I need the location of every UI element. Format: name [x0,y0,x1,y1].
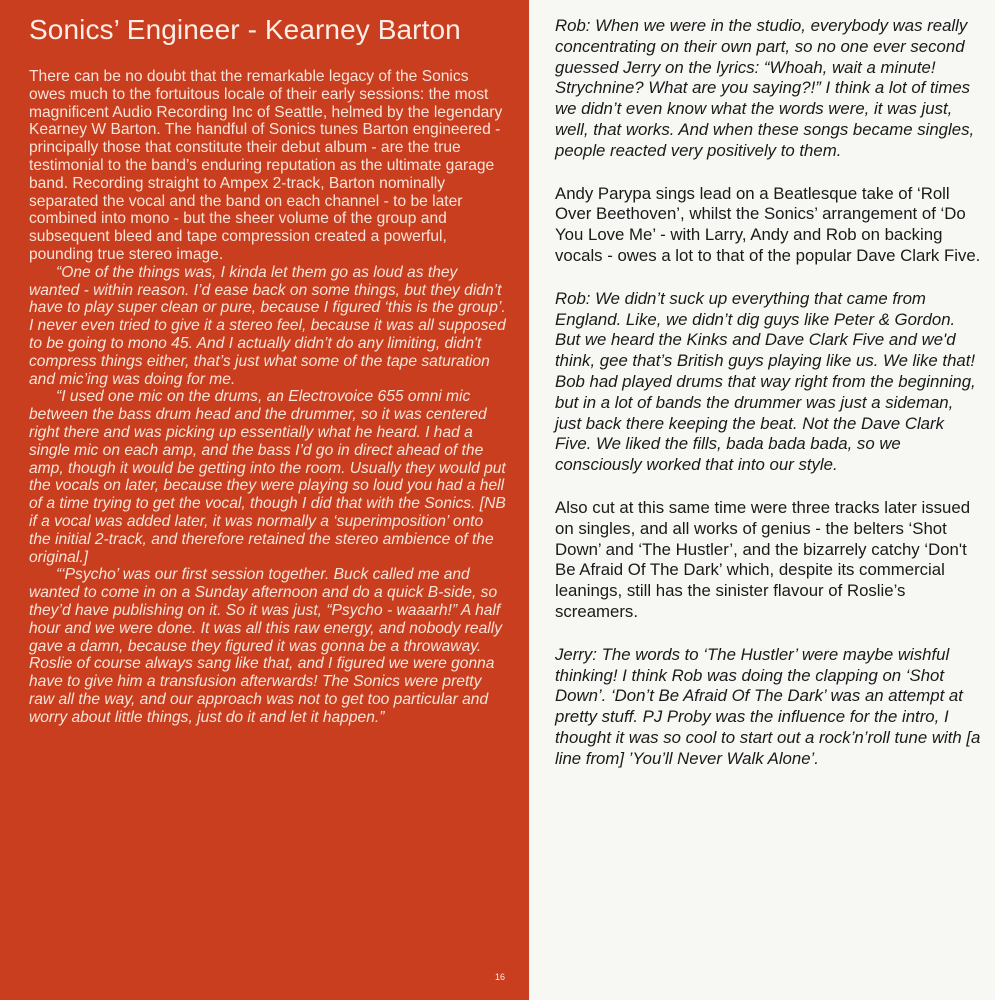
barton-quote-1: “One of the things was, I kinda let them go as loud as they wanted - within reason. I’d ease back on some things, but they didn’t have to play super clean or pure, because I figured ‘this is the group’. I never even tried to give it a stereo feel, because it was all supposed to be going to mono 45. And I actually didn’t do any limiting, didn't compress things either, that’s just what some of the tape saturation and mic’ing was doing for me. [29,263,506,388]
barton-quote-3: “‘Psycho’ was our first session together. Buck called me and wanted to come in on a Sunday afternoon and do a quick B-side, so they’d have publishing on it. So it was just, “Psycho - waaarh!” A half hour and we were done. It was all this raw energy, and nobody really gave a damn, because they figured it was gonna be a throwaway. Roslie of course always sang like that, and I figured we were gonna have to give him a transfusion afterwards! The Sonics were pretty raw all the way, and our approach was not to get too particular and worry about little things, just do it and let it happen.” [29,566,502,726]
rob-quote-england: Rob: We didn’t suck up everything that came from England. Like, we didn’t dig guys like Peter & Gordon. But we heard the Kinks and Dave Clark Five and we'd think, gee that’s British guys playing like us. We like that! Bob had played drums that way right from the beginning, but in a lot of bands the drummer was just a sideman, just back there keeping the beat. Not the Dave Clark Five. We liked the fills, bada bada bada, so we consciously worked that into our style. [555,288,976,475]
parypa-paragraph: Andy Parypa sings lead on a Beatlesque take of ‘Roll Over Beethoven’, whilst the Sonics’ arrangement of ‘Do You Love Me’ - with Larry, Andy and Rob on backing vocals - owes a lot to that of the popular Dave Clark Five. [555,183,981,265]
intro-paragraph: There can be no doubt that the remarkable legacy of the Sonics owes much to the fortuitous locale of their early sessions: the most magnificent Audio Recording Inc of Seattle, helmed by the legendary Kearney W Barton. The handful of Sonics tunes Barton engineered - principally those that constitute their debut album - are the true testimonial to the band’s enduring reputation as the ultimate garage band. Recording straight to Ampex 2-track, Barton nominally separated the vocal and the band on each channel - to be later combined into mono - but the sheer volume of the group and subsequent bleed and tape compression created a powerful, pounding true stereo image. [29,68,503,263]
right-column [529,0,995,1000]
singles-paragraph: Also cut at this same time were three tracks later issued on singles, and all works of genius - the belters ‘Shot Down’ and ‘The Hustler’, and the bizarrely catchy ‘Don't Be Afraid Of The Dark’ which, despite its commercial leanings, still has the sinister flavour of Roslie’s screamers. [555,497,971,621]
barton-quote-2: “I used one mic on the drums, an Electrovoice 655 omni mic between the bass drum head and the drummer, so it was centered right there and was picking up essentially what he heard. I had a single mic on each amp, and the bass I’d go in direct ahead of the amp, though it would be getting into the room. Usually they would put the vocals on later, because they were playing so loud you had a hell of a time trying to get the vocal, though I did that with the Sonics. [NB if a vocal was added later, it was normally a ‘superimposition’ onto the initial 2-track, and therefore retained the stereo ambience of the original.] [29,388,506,566]
rob-quote-studio: Rob: When we were in the studio, everybody was really concentrating on their own part, so no one ever second guessed Jerry on the lyrics: “Whoah, wait a minute! Strychnine? What are you saying?!” I think a lot of times we didn’t even know what the words were, it was just, well, that works. And when these songs became singles, people reacted very positively to them. [555,16,975,160]
jerry-quote-hustler: Jerry: The words to ‘The Hustler’ were maybe wishful thinking! I think Rob was doing the clapping on ‘Shot Down’. ‘Don’t Be Afraid Of The Dark’ was an attempt at pretty stuff. PJ Proby was the influence for the intro, I thought it was so cool to start out a rock’n’roll tune with [a line from] ’You’ll Never Walk Alone’. [555,644,981,768]
page-number: 16 [495,972,506,982]
article-title: Sonics’ Engineer - Kearney Barton [29,14,461,45]
